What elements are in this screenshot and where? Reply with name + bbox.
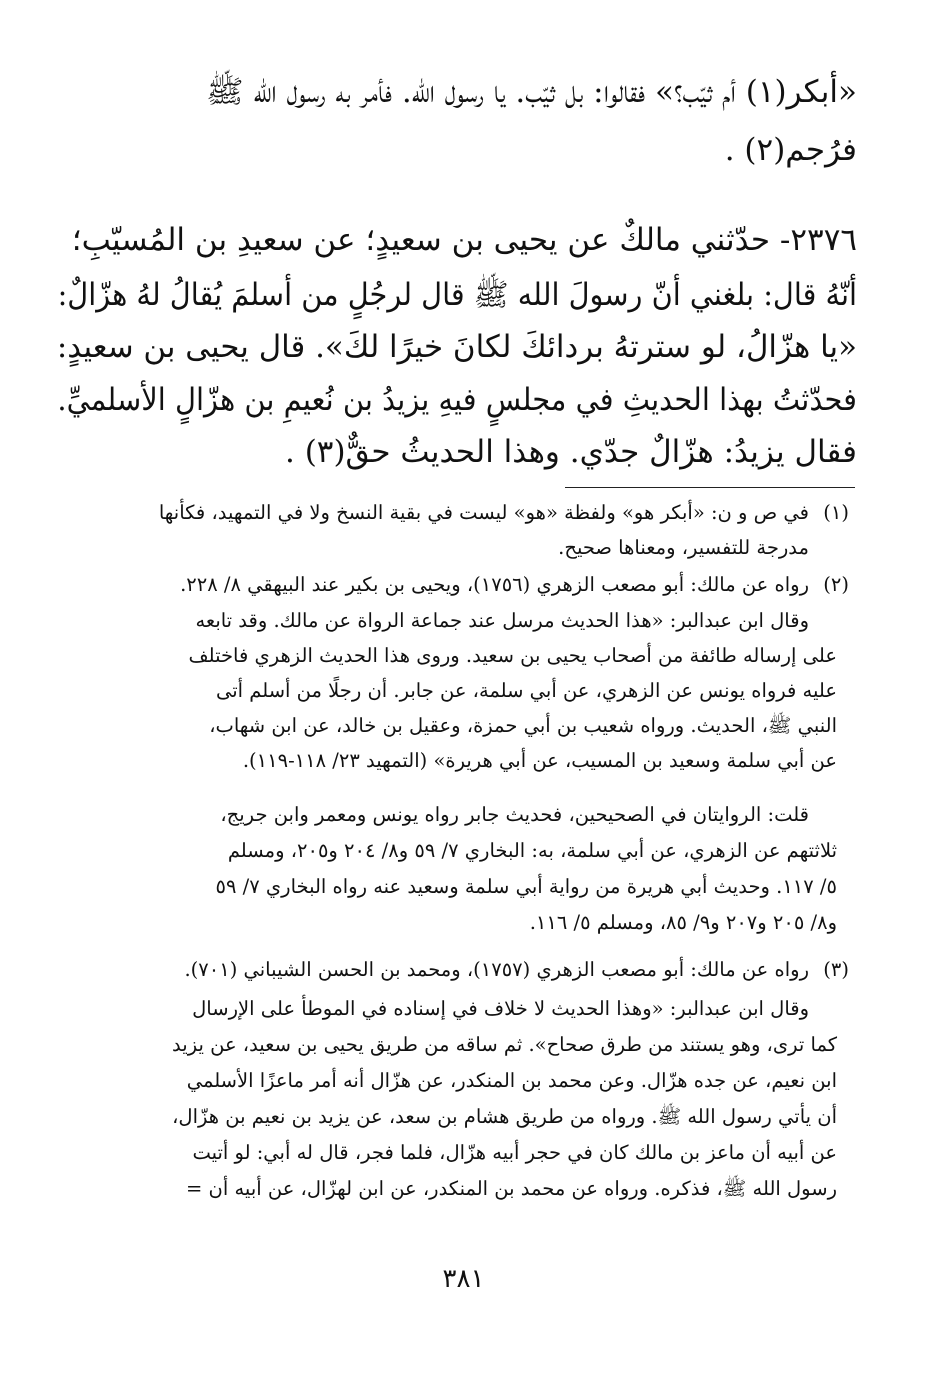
footnote-2-line-2: وقال ابن عبدالبر: «هذا الحديث مرسل عند جماعة الرواة عن مالك. وقد تابعه	[195, 609, 809, 632]
footnote-3-line-1: رواه عن مالك: أبو مصعب الزهري (١٧٥٧)، ومحمد بن الحسن الشيباني (٧٠١).	[184, 958, 809, 981]
footnote-3-line-5: أن يأتي رسول الله ﷺ. ورواه من طريق هشام بن سعد، عن يزيد بن نعيم بن هزّال،	[172, 1105, 837, 1128]
footnote-2-line-5: النبي ﷺ، الحديث. ورواه شعيب بن أبي حمزة، وعقيل بن خالد، عن ابن شهاب،	[209, 714, 837, 737]
footnote-separator	[565, 487, 855, 488]
hadith-2376-line-4: فحدّثتُ بهذا الحديثِ في مجلسٍ فيهِ يزيدُ بن نُعيمِ بن هزّالٍ الأسلميِّ.	[57, 382, 857, 418]
footnote-1-line-1: في ص و ن: «أبكر هو» ولفظة «هو» ليست في بقية النسخ ولا في التمهيد، فكأنها	[158, 501, 809, 524]
footnote-2-line-8: ثلاثتهم عن الزهري، عن أبي سلمة، به: البخاري ٧/ ٥٩ و٨/ ٢٠٤ و٢٠٥، ومسلم	[227, 839, 837, 862]
page-number: ٣٨١	[442, 1264, 485, 1294]
footnote-2-line-6: عن أبي سلمة وسعيد بن المسيب، عن أبي هريرة» (التمهيد ٢٣/ ١١٨-١١٩).	[242, 749, 837, 772]
footnote-1-number: (١)	[823, 501, 849, 524]
hadith-2376-line-5: فقال يزيدُ: هزّالٌ جدّي. وهذا الحديثُ حقٌّ(٣) .	[284, 434, 857, 470]
footnote-2-number: (٢)	[823, 573, 849, 596]
footnote-3-line-2: وقال ابن عبدالبر: «وهذا الحديث لا خلاف في إسناده في الموطأ على الإرسال	[192, 997, 809, 1020]
main-text-line-1: «أبكر(١) أم ثيّب؟» فقالوا: بل ثيّب. يا رسول الله. فأمر به رسول الله ﷺ	[206, 74, 857, 110]
footnote-3-number: (٣)	[823, 958, 849, 981]
main-text-line-2: فرُجم(٢) .	[724, 132, 857, 168]
footnote-3-line-4: ابن نعيم، عن جده هزّال. وعن محمد بن المنكدر، عن هزّال أنه أمر ماعزًا الأسلمي	[186, 1069, 837, 1092]
footnote-2-line-1: رواه عن مالك: أبو مصعب الزهري (١٧٥٦)، ويحيى بن بكير عند البيهقي ٨/ ٢٢٨.	[180, 573, 809, 596]
footnote-2-line-7: قلت: الروايتان في الصحيحين، فحديث جابر رواه يونس ومعمر وابن جريج،	[220, 803, 809, 826]
footnote-2-line-9: ٥/ ١١٧. وحديث أبي هريرة من رواية أبي سلمة وسعيد عنه رواه البخاري ٧/ ٥٩	[215, 875, 837, 898]
hadith-2376-line-1: ٢٣٧٦- حدّثني مالكٌ عن يحيى بن سعيدٍ؛ عن سعيدِ بن المُسيّبِ؛	[71, 222, 857, 258]
footnote-3-line-3: كما ترى، وهو يستند من طرق صحاح». ثم ساقه من طريق يحيى بن سعيد، عن يزيد	[172, 1033, 837, 1056]
footnote-1-line-2: مدرجة للتفسير، ومعناها صحيح.	[558, 536, 809, 559]
footnote-3-line-6: عن أبيه أن ماعز بن مالك كان في حجر أبيه هزّال، فلما فجر، قال له أبي: لو أتيت	[192, 1141, 837, 1164]
hadith-2376-line-2: أنّهُ قال: بلغني أنّ رسولَ الله ﷺ قال لرجُلٍ من أسلمَ يُقالُ لهُ هزّالٌ:	[57, 277, 857, 313]
footnote-2-line-4: عليه فرواه يونس عن الزهري، عن أبي سلمة، عن جابر. أن رجلًا من أسلم أتى	[215, 679, 837, 702]
footnote-3-line-7: رسول الله ﷺ، فذكره. ورواه عن محمد بن المنكدر، عن ابن لهزّال، عن أبيه أن =	[186, 1177, 837, 1200]
hadith-2376-line-3: «يا هزّالُ، لو سترتهُ بردائكَ لكانَ خيرًا لكَ». قال يحيى بن سعيدٍ:	[56, 329, 858, 365]
footnote-2-line-3: على إرساله طائفة من أصحاب يحيى بن سعيد. وروى هذا الحديث الزهري فاختلف	[188, 644, 837, 667]
footnote-2-line-10: و٨/ ٢٠٥ و٢٠٧ و٩/ ٨٥، ومسلم ٥/ ١١٦.	[529, 911, 837, 934]
